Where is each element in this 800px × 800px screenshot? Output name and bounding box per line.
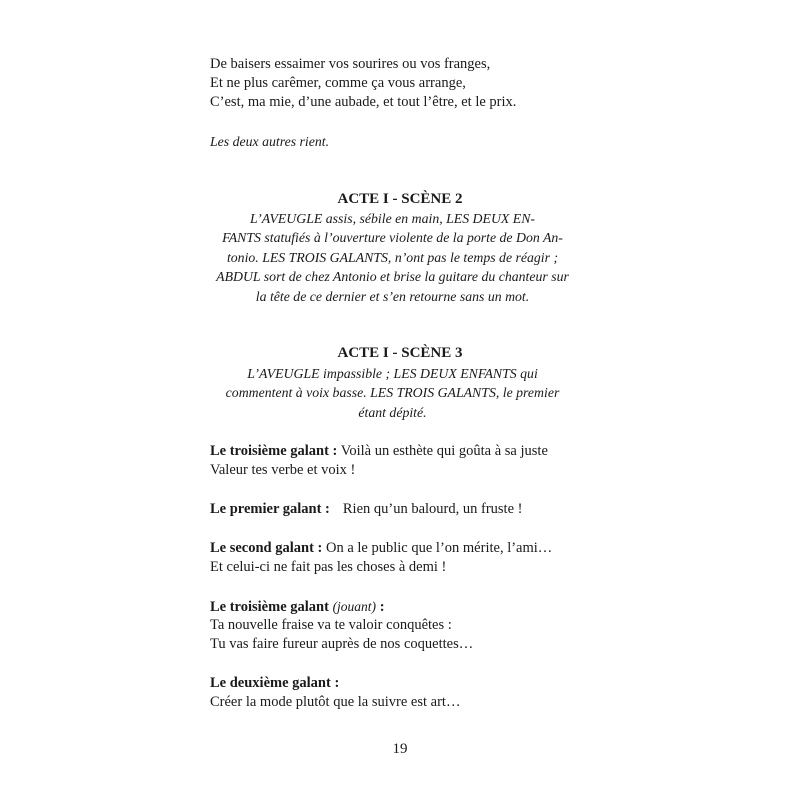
dialogue-line: Créer la mode plutôt que la suivre est art…: [210, 694, 461, 710]
poem-line: C’est, ma mie, d’une aubade, et tout l’être, et le prix.: [210, 94, 517, 110]
scene-description-line: L’AVEUGLE impassible ; LES DEUX ENFANTS qui: [247, 366, 538, 381]
poem-line: Et ne plus carêmer, comme ça vous arrange,: [210, 75, 466, 91]
dialogue-line: [210, 674, 339, 694]
speaker-name: Le deuxième galant :: [210, 675, 340, 691]
dialogue-text: Rien qu’un balourd, un fruste !: [342, 501, 523, 517]
scene-description-line: la tête de ce dernier et s’en retourne sans un mot.: [255, 288, 530, 304]
scene-description-line: commentent à voix basse. LES TROIS GALANTS, le premier: [225, 385, 560, 401]
scene-description: [205, 364, 580, 422]
scene-description: [205, 209, 580, 306]
stage-direction: (jouant): [332, 599, 377, 614]
scene-title: ACTE I - SCÈNE 2: [337, 191, 463, 207]
scene-description-line: étant dépité.: [358, 404, 427, 420]
speaker-name: Le troisième galant :: [210, 443, 338, 459]
dialogue-line: Ta nouvelle fraise va te valoir conquêtes :: [210, 617, 452, 633]
scene-description-line: ABDUL sort de chez Antonio et brise la guitare du chanteur sur: [216, 269, 569, 285]
page-number: 19: [392, 741, 408, 757]
dialogue-line: [210, 539, 552, 559]
dialogue-line: [210, 597, 385, 618]
dialogue-line: Tu vas faire fureur auprès de nos coquettes…: [210, 636, 474, 652]
scene-title: ACTE I - SCÈNE 3: [337, 345, 463, 361]
dialogue-line: Valeur tes verbe et voix !: [210, 462, 356, 478]
dialogue-line: Et celui-ci ne fait pas les choses à demi !: [210, 559, 447, 575]
poem-line: De baisers essaimer vos sourires ou vos franges,: [210, 56, 491, 72]
dialogue-text: On a le public que l’on mérite, l’ami…: [322, 540, 553, 556]
stage-direction: Les deux autres rient.: [210, 134, 330, 149]
scene-description-line: FANTS statufiés à l’ouverture violente de la porte de Don An-: [222, 230, 563, 246]
scene-description-line: tonio. LES TROIS GALANTS, n’ont pas le temps de réagir ;: [226, 249, 559, 265]
dialogue-text: Voilà un esthète qui goûta à sa juste: [337, 443, 548, 459]
speaker-name: Le premier galant :: [210, 501, 330, 517]
scene-description-line: L’AVEUGLE assis, sébile en main, LES DEUX EN-: [249, 211, 536, 226]
speaker-name: Le second galant :: [210, 540, 323, 556]
dialogue-line: [210, 442, 548, 462]
speaker-name: Le troisième galant: [210, 599, 329, 615]
dialogue-line: [210, 500, 522, 520]
speaker-colon: :: [376, 599, 385, 615]
